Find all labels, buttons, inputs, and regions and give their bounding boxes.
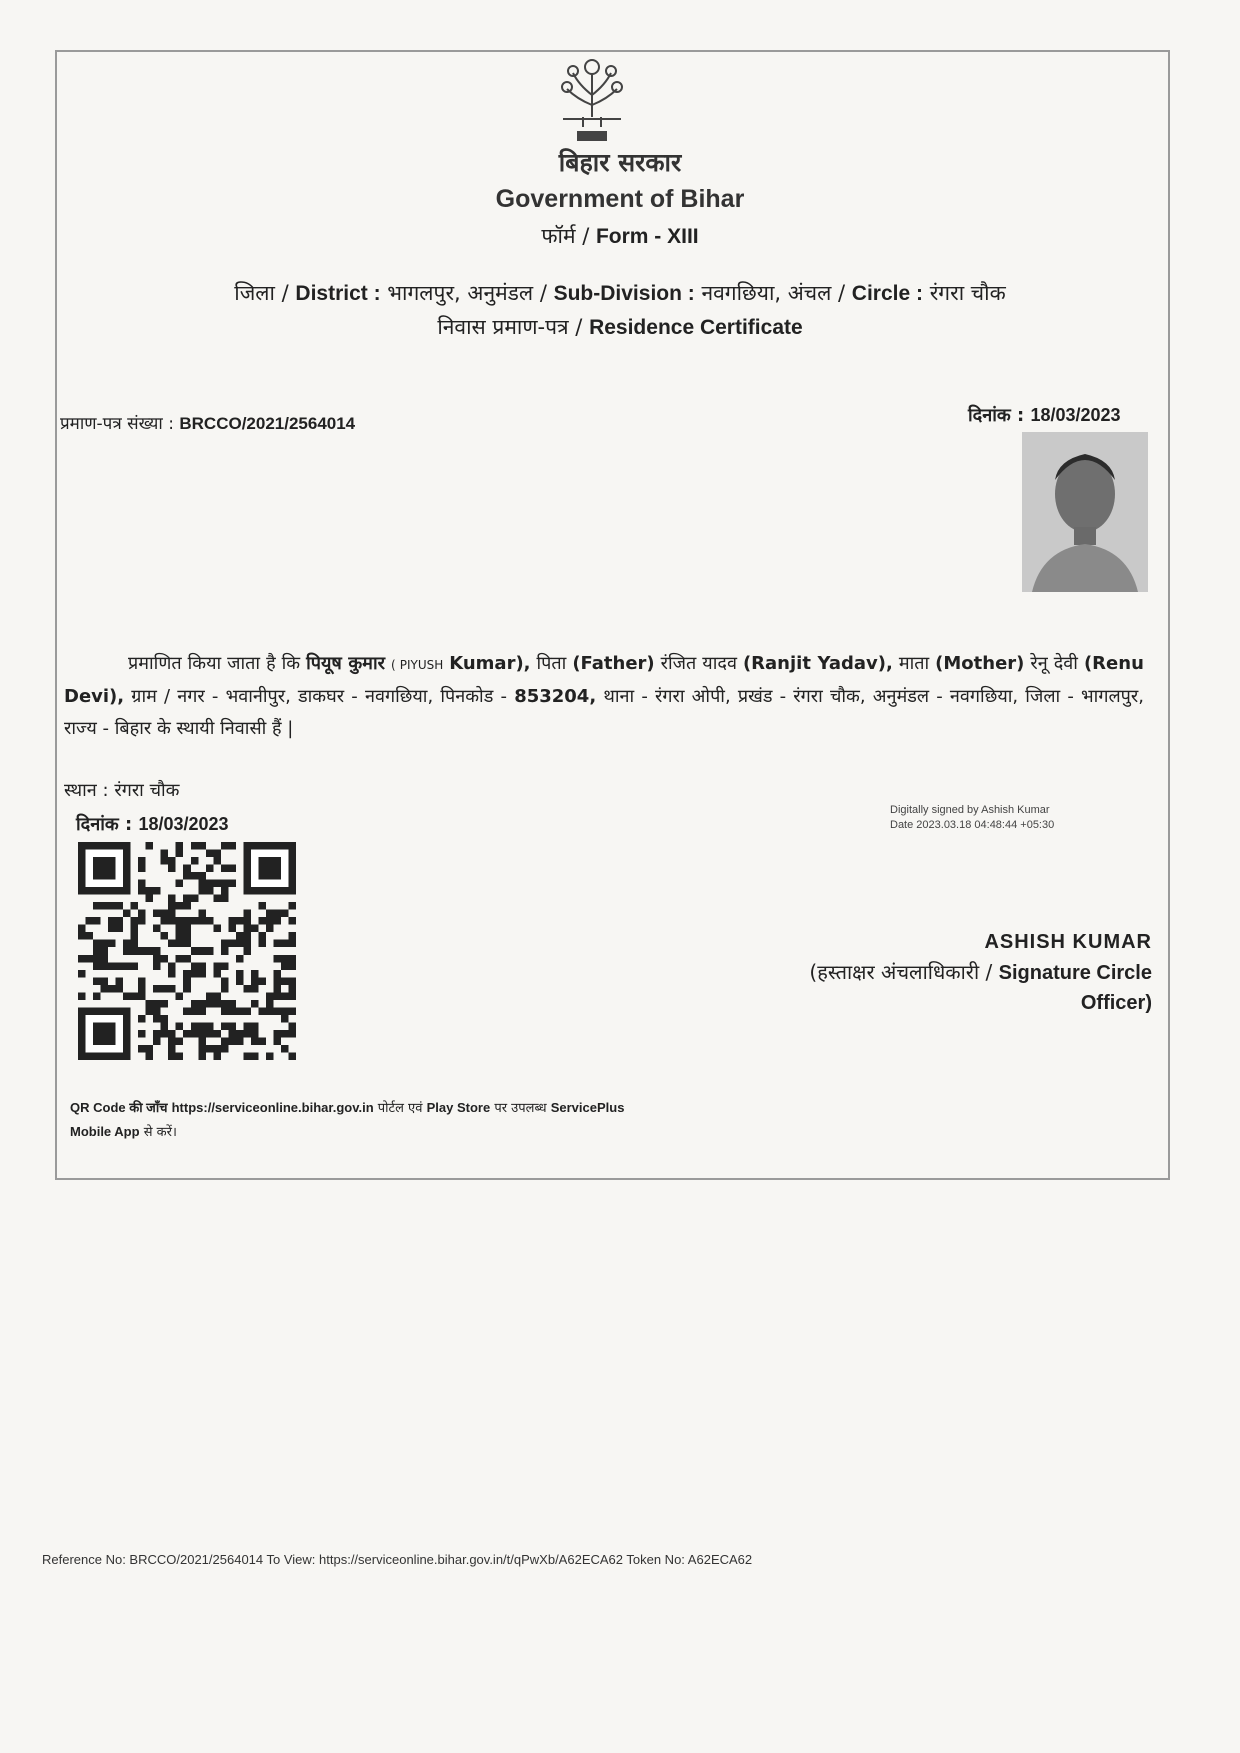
signer-block [809,927,1152,1018]
digital-signature [890,803,1054,833]
title-hindi: बिहार सरकार [558,148,682,177]
verification-link[interactable]: https://serviceonline.bihar.gov.in [171,1100,374,1115]
place: स्थान : रंगरा चौक [64,780,180,801]
reference-footer: Reference No: BRCCO/2021/2564014 To View: https://serviceonline.bihar.gov.in/t/qPwXb/A62ECA62 Token No: A62ECA62 [42,1552,753,1567]
signer-name: ASHISH KUMAR [984,931,1152,953]
digital-signature-date: Date 2023.03.18 04:48:44 +05:30 [890,819,1055,831]
qr-verification-note: QR Code की जाँच https://serviceonline.bihar.gov.in पोर्टल एवं Play Store पर उपलब्ध ServicePlus Mobile App से करें। [70,1100,625,1140]
certificate-title: निवास प्रमाण-पत्र / Residence Certificate [437,315,803,339]
applicant-photo [1022,432,1148,592]
signer-role-cont: Officer) [1080,992,1152,1014]
form-number: फॉर्म / Form - XIII [541,224,699,248]
issue-date: दिनांक : 18/03/2023 [968,405,1121,426]
district-line: जिला / District : भागलपुर, अनुमंडल / Sub-Division : नवगछिया, अंचल / Circle : रंगरा चौक [234,281,1006,305]
title-english: Government of Bihar [495,185,745,213]
certificate-body: प्रमाणित किया जाता है कि पियूष कुमार ( PIYUSH Kumar), पिता (Father) रंजित यादव (Ranjit Yadav), माता (Mother) रेनू देवी (Renu Devi), ग्राम / नगर - भवानीपुर, डाकघर - नवगछिया, पिनकोड - 853204, थाना - रंगरा ओपी, प्रखंड - रंगरा चौक, अनुमंडल - नवगछिया, जिला - भागलपुर, राज्य - बिहार के स्थायी निवासी हैं | [64,653,1144,739]
signer-role: (हस्ताक्षर अंचलाधिकारी / Signature Circle [809,960,1152,984]
certificate-number: प्रमाण-पत्र संख्या : BRCCO/2021/2564014 [60,414,356,434]
place-date: दिनांक : 18/03/2023 [76,814,229,835]
digital-signature-by: Digitally signed by Ashish Kumar [890,804,1050,816]
qr-code[interactable] [78,842,296,1060]
bihar-emblem-icon [555,55,629,145]
